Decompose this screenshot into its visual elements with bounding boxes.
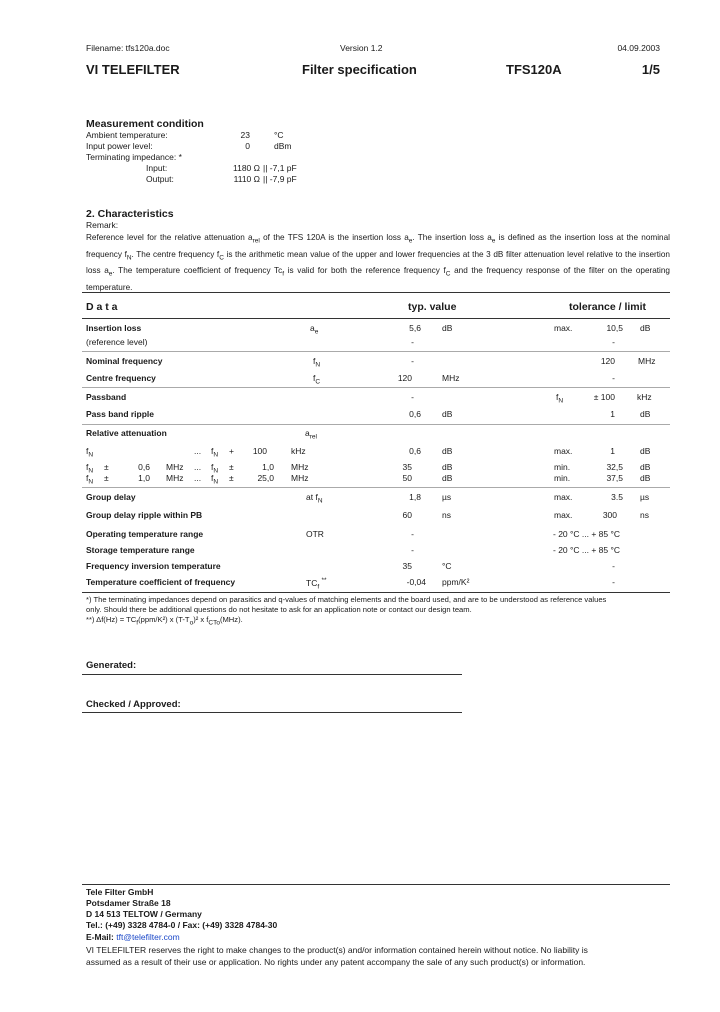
relatt-pm: ± — [104, 462, 109, 472]
row-sym-op-temp: OTR — [306, 529, 324, 539]
relatt-val: 35 — [402, 462, 412, 472]
relatt-pm2: ± — [229, 462, 234, 472]
footer-email-row: E-Mail: tft@telefilter.com — [86, 932, 180, 942]
note-tc-formula: **) $\Delta f(Hz) = TC_f(ppm/K^2)$ x $(T-T_o)^2$ x $f_{CTo}(MHz)$. — [86, 615, 243, 627]
meas-extra-output: || -7,9 pF — [263, 174, 297, 184]
relatt-u2: MHz — [291, 462, 309, 472]
relatt-pm: ± — [104, 473, 109, 483]
relatt-lunit: dB — [640, 462, 651, 472]
row-label-nominal: Nominal frequency — [86, 356, 163, 366]
row-f-passband: $f_N$ — [556, 392, 564, 405]
row-sym-centre: $f_C$ — [313, 373, 321, 386]
meas-extra-input: || -7,1 pF — [263, 163, 297, 173]
row-unit-ripple: dB — [442, 409, 453, 419]
filename: Filename: tfs120a.doc — [86, 43, 170, 53]
row-label-gd-ripple: Group delay ripple within PB — [86, 510, 203, 520]
relatt-lim: 32,5 — [606, 462, 623, 472]
footer-company: Tele Filter GmbH — [86, 887, 154, 897]
meas-label-power: Input power level: — [86, 141, 153, 151]
meas-unit-ambient: °C — [274, 130, 284, 140]
row-lunit-passband: kHz — [637, 392, 652, 402]
row-label-group-delay: Group delay — [86, 492, 136, 502]
table-head-rule — [82, 318, 670, 319]
relatt-lunit: dB — [640, 446, 651, 456]
relatt-off1: 1,0 — [138, 473, 150, 483]
company-logo-text: VI TELEFILTER — [86, 62, 180, 77]
meas-label-output: Output: — [146, 174, 174, 184]
row-val-ripple: 0,6 — [409, 409, 421, 419]
relatt-f2: $f_N$ — [211, 462, 219, 475]
note-impedance-1: *) The terminating impedances depend on parasitics and q-values of matching elements and the board used, and are to be understood as reference values — [86, 595, 607, 604]
relatt-q: min. — [554, 462, 571, 472]
row-sym-tc: $TC_f$ ** — [306, 577, 327, 591]
row-rule — [82, 424, 670, 425]
meas-unit-power: dBm — [274, 141, 292, 151]
relatt-unit: dB — [442, 473, 453, 483]
row-lim-inv-temp: - — [612, 561, 615, 571]
row-label-op-temp: Operating temperature range — [86, 529, 204, 539]
relatt-pm2: + — [229, 446, 234, 456]
generated-label: Generated: — [86, 660, 137, 671]
relatt-dots: ... — [194, 473, 202, 483]
footer-disclaimer-1: VI TELEFILTER reserves the right to make changes to the product(s) and/or information contained herein without notice. No liability is — [86, 945, 588, 955]
remark-paragraph: Reference level for the relative attenuation $a_{rel}$ of the TFS 120A is the insertion loss $a_e$. The insertion loss $a_e$ is defined as the insertion loss at the nominal frequency $f_N$. The centre frequency $f_C$ is the arithmetic mean value of the upper and lower frequencies at the 3 dB filter attenuation level relative to the insertion loss $a_e$. The temperature coefficient of frequency $Tc_f$ is valid for both the reference frequency $f_C$ and the frequency response of the filter on the operating temperature. — [86, 233, 670, 292]
row-lim-reference: - — [612, 337, 615, 347]
row-label-st-temp: Storage temperature range — [86, 545, 195, 555]
table-head-typ: typ. value — [408, 301, 457, 313]
meas-value-input: 1180 Ω — [233, 163, 260, 173]
generated-line — [82, 674, 462, 675]
page-number: 1/5 — [641, 62, 660, 77]
row-rule — [82, 351, 670, 352]
table-head-tolerance: tolerance / limit — [569, 301, 647, 313]
row-lim-insertion-loss: 10,5 — [606, 323, 623, 333]
footer-city: D 14 513 TELTOW / Germany — [86, 909, 202, 919]
row-val-inv-temp: 35 — [402, 561, 412, 571]
relatt-mhz1: MHz — [166, 473, 184, 483]
row-lim-nominal: 120 — [600, 356, 615, 366]
relatt-val: 0,6 — [409, 446, 421, 456]
row-label-relatt: Relative attenuation — [86, 428, 167, 438]
row-val-passband: - — [411, 392, 414, 402]
row-label-centre: Centre frequency — [86, 373, 156, 383]
meas-label-input: Input: — [146, 163, 168, 173]
row-lim-ripple: 1 — [610, 409, 615, 419]
version: Version 1.2 — [340, 43, 383, 53]
relatt-f1: $f_N$ — [86, 446, 94, 459]
row-unit-insertion-loss: dB — [442, 323, 453, 333]
relatt-f1: $f_N$ — [86, 462, 94, 475]
relatt-dots: ... — [194, 462, 202, 472]
table-top-rule — [82, 292, 670, 293]
row-lunit-ripple: dB — [640, 409, 651, 419]
email-link[interactable]: tft@telefilter.com — [116, 932, 180, 942]
row-val-centre: 120 — [397, 373, 412, 383]
relatt-f2: $f_N$ — [211, 473, 219, 486]
relatt-dots: ... — [194, 446, 202, 456]
row-sym-relatt: $a_{rel}$ — [305, 428, 317, 441]
row-label-inv-temp: Frequency inversion temperature — [86, 561, 221, 571]
row-val-st-temp: - — [411, 545, 414, 555]
relatt-off2: 100 — [252, 446, 267, 456]
relatt-off1: 0,6 — [138, 462, 150, 472]
row-unit-tc: ppm/K² — [442, 577, 470, 587]
row-lunit-nominal: MHz — [638, 356, 656, 366]
meas-value-power: 0 — [245, 141, 250, 151]
row-lim-gd-ripple: 300 — [602, 510, 617, 520]
table-head-data: D a t a — [86, 301, 118, 313]
row-lim-group-delay: 3.5 — [611, 492, 623, 502]
row-val-tc: -0,04 — [406, 577, 426, 587]
row-val-gd-ripple: 60 — [402, 510, 412, 520]
row-lim-op-temp: - 20 °C ... + 85 °C — [553, 529, 621, 539]
relatt-val: 50 — [402, 473, 412, 483]
row-q-group-delay: max. — [554, 492, 573, 502]
relatt-f2: $f_N$ — [211, 446, 219, 459]
footer-disclaimer-2: assumed as a result of their use or application. No rights under any patent accompany the sale of any such product(s) or information. — [86, 957, 586, 967]
footer-tel: Tel.: (+49) 3328 4784-0 / Fax: (+49) 3328 4784-30 — [86, 920, 278, 930]
meas-label-impedance: Terminating impedance: * — [86, 152, 182, 162]
row-val-insertion-loss: 5,6 — [409, 323, 421, 333]
relatt-u2: kHz — [291, 446, 306, 456]
row-label-ripple: Pass band ripple — [86, 409, 155, 419]
meas-value-output: 1110 Ω — [233, 174, 260, 184]
relatt-lunit: dB — [640, 473, 651, 483]
relatt-q: max. — [554, 446, 573, 456]
relatt-mhz1: MHz — [166, 462, 184, 472]
row-lim-tc: - — [612, 577, 615, 587]
row-lim-st-temp: - 20 °C ... + 85 °C — [553, 545, 621, 555]
row-val-op-temp: - — [411, 529, 414, 539]
row-label-passband: Passband — [86, 392, 127, 402]
relatt-lim: 37,5 — [606, 473, 623, 483]
row-label-reference: (reference level) — [86, 337, 148, 347]
relatt-unit: dB — [442, 446, 453, 456]
row-lunit-gd-ripple: ns — [640, 510, 649, 520]
row-unit-centre: MHz — [442, 373, 460, 383]
row-sym-insertion-loss: $a_e$ — [310, 323, 319, 336]
relatt-q: min. — [554, 473, 571, 483]
relatt-off2: 25,0 — [257, 473, 274, 483]
row-label-tc: Temperature coefficient of frequency — [86, 577, 236, 587]
checked-label: Checked / Approved: — [86, 699, 181, 710]
row-q-insertion-loss: max. — [554, 323, 573, 333]
document-title: Filter specification — [302, 62, 417, 77]
checked-line — [82, 712, 462, 713]
row-lim-centre: - — [612, 373, 615, 383]
row-lunit-group-delay: µs — [640, 492, 650, 502]
characteristics-title: 2. Characteristics — [86, 208, 174, 220]
row-rule — [82, 387, 670, 388]
meas-label-ambient: Ambient temperature: — [86, 130, 168, 140]
relatt-off2: 1,0 — [262, 462, 274, 472]
row-sym-group-delay: at $f_N$ — [306, 492, 323, 505]
meas-value-ambient: 23 — [240, 130, 250, 140]
row-unit-group-delay: µs — [442, 492, 452, 502]
row-rule — [82, 487, 670, 488]
part-number: TFS120A — [506, 62, 562, 77]
row-val-nominal: - — [411, 356, 414, 366]
relatt-f1: $f_N$ — [86, 473, 94, 486]
row-lunit-insertion-loss: dB — [640, 323, 651, 333]
relatt-u2: MHz — [291, 473, 309, 483]
measurement-title: Measurement condition — [86, 118, 204, 130]
footer-rule — [82, 884, 670, 885]
footer-street: Potsdamer Straße 18 — [86, 898, 171, 908]
relatt-pm2: ± — [229, 473, 234, 483]
remark-label: Remark: — [86, 220, 119, 230]
relatt-lim: 1 — [610, 446, 615, 456]
relatt-unit: dB — [442, 462, 453, 472]
row-sym-nominal: $f_N$ — [313, 356, 321, 369]
row-val-group-delay: 1,8 — [409, 492, 421, 502]
table-bottom-rule — [82, 592, 670, 593]
note-impedance-2: only. Should there be additional questions do not hesitate to ask for an application note or contact our design team. — [86, 605, 472, 614]
row-unit-inv-temp: °C — [442, 561, 452, 571]
row-q-gd-ripple: max. — [554, 510, 573, 520]
row-label-insertion-loss: Insertion loss — [86, 323, 142, 333]
row-lim-passband: ± 100 — [593, 392, 615, 402]
date: 04.09.2003 — [617, 43, 660, 53]
row-val-reference: - — [411, 337, 414, 347]
row-unit-gd-ripple: ns — [442, 510, 451, 520]
